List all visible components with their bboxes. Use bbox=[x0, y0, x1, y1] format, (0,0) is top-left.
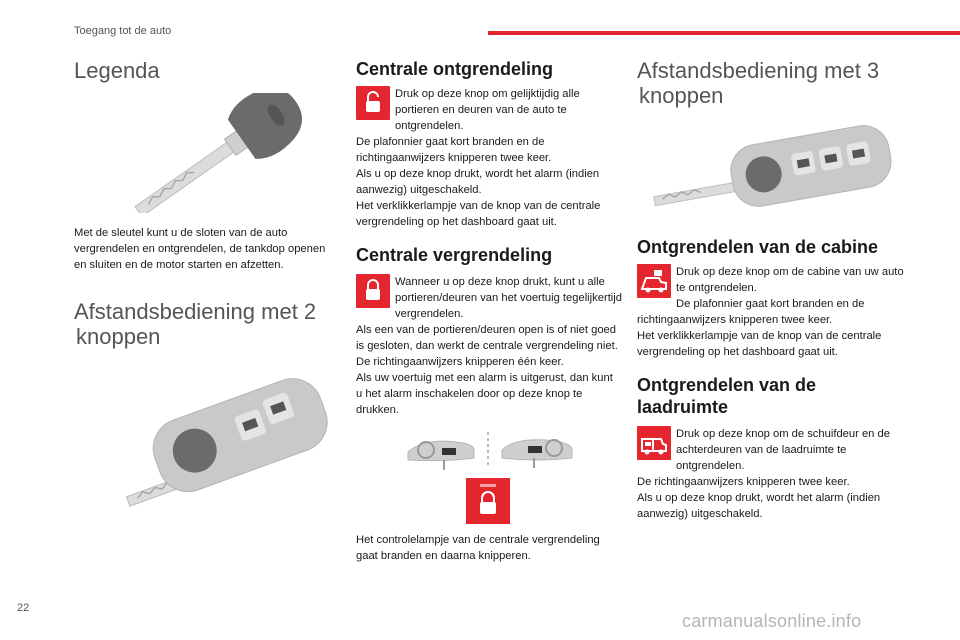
remote-3-button-icon bbox=[641, 120, 901, 220]
remote3-heading-line1: Afstandsbediening met 3 bbox=[637, 58, 880, 83]
central-unlock-text-4: Het verklikkerlampje van de knop van de centrale vergrendeling op het dashboard gaat uit. bbox=[356, 200, 601, 228]
column-right bbox=[637, 50, 909, 522]
cargo-text-3: Als u op deze knop drukt, wordt het alarm (indien aanwezig) uitgeschakeld. bbox=[637, 492, 881, 520]
warning-lamp-text: Het controlelampje van de centrale vergrendeling gaat branden en daarna knipperen. bbox=[356, 534, 600, 562]
remote3-heading-line2: knoppen bbox=[639, 83, 724, 108]
central-lock-text-2: Als een van de portieren/deuren open is of niet goed is gesloten, dan werkt de centrale vergrendeling niet. bbox=[356, 324, 618, 352]
key-illustration bbox=[112, 93, 330, 213]
central-lock-heading: Centrale vergrendeling bbox=[356, 245, 553, 265]
cargo-text-2: De richtingaanwijzers knipperen twee keer. bbox=[637, 476, 850, 488]
page-number: 22 bbox=[17, 602, 30, 614]
remote3-illustration bbox=[641, 120, 909, 220]
cargo-heading bbox=[637, 374, 909, 418]
cabin-block bbox=[637, 264, 909, 360]
central-unlock-text-1: Druk op deze knop om gelijktijdig alle portieren en deuren van de auto te ontgrendelen. bbox=[395, 88, 580, 132]
section-title: Toegang tot de auto bbox=[74, 25, 172, 37]
cabin-heading: Ontgrendelen van de cabine bbox=[637, 237, 879, 257]
legenda-heading: Legenda bbox=[74, 58, 160, 83]
dashboard-illustration bbox=[404, 428, 622, 528]
key-icon bbox=[112, 93, 322, 213]
remote3-heading bbox=[637, 58, 909, 108]
cabin-text-1: Druk op deze knop om de cabine van uw auto te ontgrendelen. bbox=[676, 266, 904, 294]
remote-2-button-icon bbox=[112, 361, 342, 511]
cargo-text-1: Druk op deze knop om de schuifdeur en de achterdeuren van de laadruimte te ontgrendelen. bbox=[676, 428, 890, 472]
unlock-button-icon bbox=[356, 86, 390, 120]
central-unlock-text-3: Als u op deze knop drukt, wordt het alarm (indien aanwezig) uitgeschakeld. bbox=[356, 168, 600, 196]
central-unlock-heading: Centrale ontgrendeling bbox=[356, 59, 554, 79]
header-accent-bar bbox=[488, 31, 960, 35]
legenda-text: Met de sleutel kunt u de sloten van de auto vergrendelen en ontgrendelen, de tankdop openen en sluiten en de motor starten en afzetten. bbox=[74, 227, 326, 271]
cabin-text-2: De plafonnier gaat kort branden en de richtingaanwijzers knipperen twee keer. bbox=[637, 298, 865, 326]
central-lock-text-4: Als uw voertuig met een alarm is uitgerust, dan kunt u het alarm inschakelen door op deze knop te drukken. bbox=[356, 372, 613, 416]
cargo-block bbox=[637, 426, 909, 522]
central-unlock-text-2: De plafonnier gaat kort branden en de richtingaanwijzers knipperen twee keer. bbox=[356, 136, 552, 164]
cargo-heading-line2: laadruimte bbox=[637, 397, 729, 417]
central-unlock-block bbox=[356, 86, 622, 230]
cargo-heading-line1: Ontgrendelen van de bbox=[637, 375, 817, 395]
dashboard-lock-button-icon bbox=[404, 428, 584, 528]
central-lock-text-3: De richtingaanwijzers knipperen één keer. bbox=[356, 356, 564, 368]
column-left bbox=[74, 50, 330, 511]
cabin-unlock-icon bbox=[637, 264, 671, 298]
central-lock-block bbox=[356, 274, 622, 418]
remote2-heading-line1: Afstandsbediening met 2 bbox=[74, 299, 317, 324]
column-middle bbox=[356, 50, 622, 564]
lock-button-icon bbox=[356, 274, 390, 308]
cargo-unlock-icon bbox=[637, 426, 671, 460]
central-lock-text-1: Wanneer u op deze knop drukt, kunt u alle portieren/deuren van het voertuig tegelijkertijd vergrendelen. bbox=[395, 276, 622, 320]
cabin-text-3: Het verklikkerlampje van de knop van de centrale vergrendeling op het dashboard gaat uit. bbox=[637, 330, 882, 358]
remote2-heading-line2: knoppen bbox=[76, 324, 161, 349]
watermark: carmanualsonline.info bbox=[682, 611, 862, 631]
remote2-illustration bbox=[112, 361, 330, 511]
remote2-heading bbox=[74, 299, 330, 349]
